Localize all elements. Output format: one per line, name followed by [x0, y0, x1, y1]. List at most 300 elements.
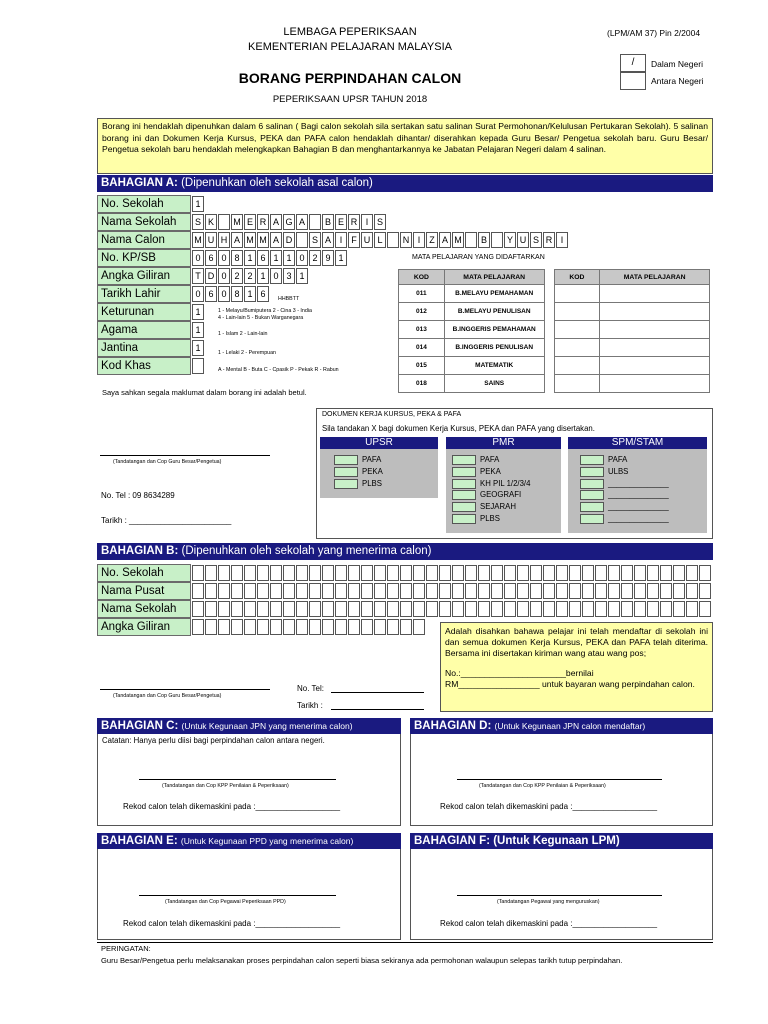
b-no-sekolah-cell[interactable]	[673, 565, 685, 581]
b-angka-giliran-cell[interactable]	[283, 619, 295, 635]
pmr-checkbox[interactable]	[452, 455, 476, 465]
subject-kod-empty[interactable]	[554, 321, 600, 339]
spm-item-label: ______________	[608, 514, 669, 523]
org-name-1: LEMBAGA PEPERIKSAAN	[283, 26, 417, 38]
nama-calon-cell[interactable]	[491, 232, 503, 248]
b-angka-giliran-cell[interactable]	[309, 619, 321, 635]
b-nama-sekolah-cell[interactable]	[517, 601, 529, 617]
pmr-item-label: SEJARAH	[480, 502, 516, 512]
b-no-sekolah-cell[interactable]	[556, 565, 568, 581]
subject-row	[399, 339, 710, 357]
keturunan-cell[interactable]: 1	[192, 304, 204, 320]
section-c-rekod: Rekod calon telah dikemaskini pada :___________________	[123, 802, 341, 811]
b-nama-pusat-cell[interactable]	[504, 583, 516, 599]
b-no-sekolah-cell[interactable]	[478, 565, 490, 581]
b-nama-pusat-cell[interactable]	[348, 583, 360, 599]
b-nama-pusat-cell[interactable]	[569, 583, 581, 599]
b-nama-sekolah-cell[interactable]	[595, 601, 607, 617]
spm-checkbox[interactable]	[580, 479, 604, 489]
angka-giliran-cell[interactable]: D	[205, 268, 217, 284]
b-nama-sekolah-cell[interactable]	[634, 601, 646, 617]
b-nama-sekolah-cell[interactable]	[465, 601, 477, 617]
nama-calon-cell[interactable]: Z	[426, 232, 438, 248]
b-nama-sekolah-cell[interactable]	[257, 601, 269, 617]
b-nama-pusat-cell[interactable]	[543, 583, 555, 599]
b-no-sekolah-cell[interactable]	[530, 565, 542, 581]
b-nama-sekolah-cell[interactable]	[244, 601, 256, 617]
spm-item-label: ______________	[608, 478, 669, 488]
nama-calon-cell[interactable]: S	[530, 232, 542, 248]
subject-name-empty[interactable]	[600, 285, 710, 303]
b-no-sekolah-cell[interactable]	[296, 565, 308, 581]
nama-sekolah-cell[interactable]: S	[374, 214, 386, 230]
form-code: (LPM/AM 37) Pin 2/2004	[607, 28, 701, 38]
b-no-sekolah-cell[interactable]	[374, 565, 386, 581]
b-nama-sekolah-cell[interactable]	[335, 601, 347, 617]
b-nama-sekolah-cell[interactable]	[491, 601, 503, 617]
section-b-tel: No. Tel:	[297, 684, 324, 693]
b-no-sekolah-cell[interactable]	[686, 565, 698, 581]
nama-calon-cell[interactable]: U	[361, 232, 373, 248]
nama-calon-cell[interactable]: R	[543, 232, 555, 248]
b-no-sekolah-cell[interactable]	[400, 565, 412, 581]
b-angka-giliran-cell[interactable]	[270, 619, 282, 635]
b-nama-sekolah-cell[interactable]	[400, 601, 412, 617]
jantina-cell[interactable]: 1	[192, 340, 204, 356]
b-nama-pusat-cell[interactable]	[595, 583, 607, 599]
b-nama-sekolah-cell[interactable]	[413, 601, 425, 617]
b-nama-sekolah-cell[interactable]	[582, 601, 594, 617]
b-nama-pusat-cell[interactable]	[413, 583, 425, 599]
b-no-sekolah-cell[interactable]	[322, 565, 334, 581]
nama-calon-cell[interactable]: I	[335, 232, 347, 248]
b-nama-pusat-cell[interactable]	[426, 583, 438, 599]
dalam-negeri-checkbox[interactable]: /	[620, 54, 646, 72]
b-nama-sekolah-cell[interactable]	[452, 601, 464, 617]
b-nama-pusat-cell[interactable]	[491, 583, 503, 599]
b-no-sekolah-cell[interactable]	[270, 565, 282, 581]
b-no-sekolah-cell[interactable]	[621, 565, 633, 581]
b-nama-sekolah-cell[interactable]	[569, 601, 581, 617]
instructions-text: Borang ini hendaklah dipenuhkan dalam 6 salinan ( Bagi calon sekolah sila sertakan satu salinan Surat Permohonan/Kelulusan Pertukaran Sekolah). 5 salinan borang ini dan Dokumen Kerja Kursus, PEKA dan PAFA calon hendaklah dihantar/ diserahkan kepada Guru Besar/ Pengetua sekolah baru. Guru Besar/ Pengetua sekolah baru hendaklah melengkapkan Bahagian B dan menghantarkannya ke Jabatan Pelajaran Negeri dalam 4 salinan.	[102, 121, 708, 154]
b-angka-giliran-cell[interactable]	[218, 619, 230, 635]
angka-giliran-cell[interactable]: 2	[231, 268, 243, 284]
nama-calon-cell[interactable]: A	[231, 232, 243, 248]
b-nama-sekolah-cell[interactable]	[439, 601, 451, 617]
nama-calon-cell[interactable]: D	[283, 232, 295, 248]
section-b-tarikh: Tarikh :	[297, 701, 323, 710]
subject-name: MATEMATIK	[444, 357, 544, 375]
angka-giliran-cell[interactable]: 3	[283, 268, 295, 284]
kod-khas-hint: A - Mental B - Buta C - Cpasik P - Pekak R - Rabun	[218, 367, 339, 373]
b-no-sekolah-cell[interactable]	[348, 565, 360, 581]
b-nama-pusat-cell[interactable]	[439, 583, 451, 599]
pmr-checkbox[interactable]	[452, 502, 476, 512]
nama-sekolah-cell[interactable]: A	[270, 214, 282, 230]
angka-giliran-cell[interactable]: 2	[244, 268, 256, 284]
subject-name: B.INGGERIS PENULISAN	[444, 339, 544, 357]
no-kp-cell[interactable]: 8	[231, 250, 243, 266]
nama-sekolah-cell[interactable]: M	[231, 214, 243, 230]
spm-checkbox[interactable]	[580, 455, 604, 465]
b-nama-sekolah-cell[interactable]	[543, 601, 555, 617]
label-keturunan: Keturunan	[97, 303, 191, 321]
b-no-sekolah-cell[interactable]	[699, 565, 711, 581]
agama-cell[interactable]: 1	[192, 322, 204, 338]
warning-title: PERINGATAN:	[101, 944, 151, 953]
nama-calon-cell[interactable]: L	[374, 232, 386, 248]
b-nama-pusat-cell[interactable]	[296, 583, 308, 599]
b-nama-pusat-cell[interactable]	[309, 583, 321, 599]
b-nama-pusat-cell[interactable]	[192, 583, 204, 599]
b-angka-giliran-cell[interactable]	[413, 619, 425, 635]
b-nama-pusat-cell[interactable]	[556, 583, 568, 599]
subject-kod: 012	[399, 303, 445, 321]
label-no-sekolah: No. Sekolah	[97, 195, 191, 213]
subject-kod-empty[interactable]	[554, 357, 600, 375]
b-nama-sekolah-cell[interactable]	[647, 601, 659, 617]
nama-sekolah-cell[interactable]: R	[348, 214, 360, 230]
b-angka-giliran-cell[interactable]	[296, 619, 308, 635]
b-no-sekolah-cell[interactable]	[452, 565, 464, 581]
notice-text: Adalah disahkan bahawa pelajar ini telah mendaftar di sekolah ini dan semua dokumen Kerja Kursus, PEKA dan PAFA telah diterima. Bersama ini disertakan kiriman wang atau wang pos;	[445, 626, 708, 658]
nama-calon-cell[interactable]: M	[192, 232, 204, 248]
b-no-sekolah-cell[interactable]	[647, 565, 659, 581]
b-nama-sekolah-cell[interactable]	[322, 601, 334, 617]
pmr-item-label: GEOGRAFI	[480, 490, 522, 500]
subject-name-empty[interactable]	[600, 339, 710, 357]
nama-calon-cell[interactable]	[387, 232, 399, 248]
b-no-sekolah-cell[interactable]	[387, 565, 399, 581]
upsr-checkbox[interactable]	[334, 455, 358, 465]
section-b-subtitle: (Dipenuhkan oleh sekolah yang menerima calon)	[181, 545, 432, 557]
tarikh-lahir-cell[interactable]: 6	[205, 286, 217, 302]
angka-giliran-cell[interactable]: 1	[257, 268, 269, 284]
section-f-rekod: Rekod calon telah dikemaskini pada :___________________	[440, 919, 658, 928]
nama-calon-cell[interactable]: U	[517, 232, 529, 248]
b-angka-giliran-cell[interactable]	[361, 619, 373, 635]
nama-sekolah-cell[interactable]: K	[205, 214, 217, 230]
spm-checkbox[interactable]	[580, 502, 604, 512]
upsr-item-label: PLBS	[362, 478, 382, 488]
col-mata-pelajaran-2: MATA PELAJARAN	[600, 270, 710, 285]
section-a-title: BAHAGIAN A:	[101, 177, 178, 189]
nama-calon-cell[interactable]: A	[439, 232, 451, 248]
b-no-sekolah-cell[interactable]	[504, 565, 516, 581]
pmr-item-label: PEKA	[480, 466, 501, 476]
antara-negeri-checkbox[interactable]	[620, 72, 646, 90]
no-kp-cell[interactable]: 1	[335, 250, 347, 266]
subject-kod-empty[interactable]	[554, 339, 600, 357]
nama-calon-cell[interactable]	[296, 232, 308, 248]
b-nama-sekolah-cell[interactable]	[504, 601, 516, 617]
no-kp-cell[interactable]: 2	[309, 250, 321, 266]
label-kod-khas: Kod Khas	[97, 357, 191, 375]
subject-kod: 018	[399, 375, 445, 393]
nama-calon-cell[interactable]: F	[348, 232, 360, 248]
pmr-checkbox[interactable]	[452, 514, 476, 524]
no-kp-cell[interactable]: 0	[218, 250, 230, 266]
b-nama-pusat-cell[interactable]	[218, 583, 230, 599]
b-angka-giliran-cell[interactable]	[374, 619, 386, 635]
nama-calon-cell[interactable]: M	[257, 232, 269, 248]
b-nama-sekolah-cell[interactable]	[686, 601, 698, 617]
b-nama-sekolah-cell[interactable]	[660, 601, 672, 617]
b-angka-giliran-cell[interactable]	[231, 619, 243, 635]
pmr-checkbox[interactable]	[452, 467, 476, 477]
dalam-negeri-label: Dalam Negeri	[651, 59, 703, 69]
b-nama-sekolah-cell[interactable]	[621, 601, 633, 617]
b-angka-giliran-cell[interactable]	[322, 619, 334, 635]
b-nama-sekolah-cell[interactable]	[231, 601, 243, 617]
b-nama-sekolah-cell[interactable]	[699, 601, 711, 617]
b-nama-sekolah-cell[interactable]	[478, 601, 490, 617]
no-kp-cell[interactable]: 1	[283, 250, 295, 266]
no-kp-cell[interactable]: 1	[270, 250, 282, 266]
nama-calon-cell[interactable]: I	[413, 232, 425, 248]
b-no-sekolah-cell[interactable]	[335, 565, 347, 581]
b-nama-pusat-cell[interactable]	[231, 583, 243, 599]
b-nama-pusat-cell[interactable]	[621, 583, 633, 599]
spm-checkbox[interactable]	[580, 490, 604, 500]
b-nama-pusat-cell[interactable]	[361, 583, 373, 599]
subject-name-empty[interactable]	[600, 357, 710, 375]
b-nama-pusat-cell[interactable]	[283, 583, 295, 599]
nama-calon-cell[interactable]: B	[478, 232, 490, 248]
subject-row	[399, 285, 710, 303]
jantina-hint: 1 - Lelaki 2 - Perempuan	[218, 350, 277, 356]
label-tarikh-lahir: Tarikh Lahir	[97, 285, 191, 303]
upsr-checkbox[interactable]	[334, 479, 358, 489]
tarikh-lahir-hint: HHBBTT	[278, 296, 300, 302]
tarikh-lahir-cell[interactable]: 8	[231, 286, 243, 302]
antara-negeri-label: Antara Negeri	[651, 76, 704, 86]
b-nama-pusat-cell[interactable]	[582, 583, 594, 599]
b-no-sekolah-cell[interactable]	[426, 565, 438, 581]
b-no-sekolah-cell[interactable]	[608, 565, 620, 581]
b-nama-pusat-cell[interactable]	[257, 583, 269, 599]
nama-sekolah-cell[interactable]	[218, 214, 230, 230]
tarikh-lahir-cell[interactable]: 1	[244, 286, 256, 302]
b-nama-sekolah-cell[interactable]	[374, 601, 386, 617]
subject-row	[399, 375, 710, 393]
b-nama-pusat-cell[interactable]	[465, 583, 477, 599]
nama-calon-cell[interactable]: S	[309, 232, 321, 248]
b-nama-pusat-cell[interactable]	[660, 583, 672, 599]
b-nama-pusat-cell[interactable]	[699, 583, 711, 599]
upsr-checkbox[interactable]	[334, 467, 358, 477]
b-nama-pusat-cell[interactable]	[244, 583, 256, 599]
subject-name-empty[interactable]	[600, 321, 710, 339]
b-nama-pusat-cell[interactable]	[270, 583, 282, 599]
b-no-sekolah-cell[interactable]	[218, 565, 230, 581]
angka-giliran-cell[interactable]: T	[192, 268, 204, 284]
b-nama-pusat-cell[interactable]	[517, 583, 529, 599]
b-angka-giliran-cell[interactable]	[257, 619, 269, 635]
b-nama-pusat-cell[interactable]	[335, 583, 347, 599]
b-angka-giliran-cell[interactable]	[192, 619, 204, 635]
b-nama-sekolah-cell[interactable]	[673, 601, 685, 617]
no-kp-cell[interactable]: 6	[205, 250, 217, 266]
spm-checkbox[interactable]	[580, 467, 604, 477]
no-kp-cell[interactable]: 1	[244, 250, 256, 266]
nama-sekolah-cell[interactable]: R	[257, 214, 269, 230]
b-nama-sekolah-cell[interactable]	[387, 601, 399, 617]
kod-khas-cell[interactable]	[192, 358, 204, 374]
b-label-no-sekolah: No. Sekolah	[97, 564, 191, 582]
b-nama-pusat-cell[interactable]	[322, 583, 334, 599]
nama-calon-cell[interactable]: M	[452, 232, 464, 248]
b-no-sekolah-cell[interactable]	[660, 565, 672, 581]
b-no-sekolah-cell[interactable]	[569, 565, 581, 581]
tarikh-lahir-cell[interactable]: 0	[218, 286, 230, 302]
nama-sekolah-cell[interactable]: A	[296, 214, 308, 230]
b-no-sekolah-cell[interactable]	[244, 565, 256, 581]
b-nama-sekolah-cell[interactable]	[530, 601, 542, 617]
angka-giliran-cell[interactable]: 1	[296, 268, 308, 284]
b-nama-pusat-cell[interactable]	[452, 583, 464, 599]
b-nama-pusat-cell[interactable]	[634, 583, 646, 599]
nama-sekolah-cell[interactable]: S	[192, 214, 204, 230]
b-nama-sekolah-cell[interactable]	[296, 601, 308, 617]
nama-calon-cell[interactable]: I	[556, 232, 568, 248]
b-nama-sekolah-cell[interactable]	[283, 601, 295, 617]
subject-kod-empty[interactable]	[554, 285, 600, 303]
b-nama-pusat-cell[interactable]	[530, 583, 542, 599]
b-nama-sekolah-cell[interactable]	[309, 601, 321, 617]
nama-calon-cell[interactable]: U	[205, 232, 217, 248]
b-no-sekolah-cell[interactable]	[582, 565, 594, 581]
subject-row	[399, 321, 710, 339]
b-no-sekolah-cell[interactable]	[517, 565, 529, 581]
tarikh-lahir-cell[interactable]: 6	[257, 286, 269, 302]
b-nama-sekolah-cell[interactable]	[426, 601, 438, 617]
b-angka-giliran-cell[interactable]	[400, 619, 412, 635]
b-no-sekolah-cell[interactable]	[491, 565, 503, 581]
subject-name-empty[interactable]	[600, 375, 710, 393]
angka-giliran-cell[interactable]: 0	[218, 268, 230, 284]
nama-sekolah-cell[interactable]: E	[335, 214, 347, 230]
no-kp-cell[interactable]: 0	[192, 250, 204, 266]
nama-sekolah-cell[interactable]: E	[244, 214, 256, 230]
b-no-sekolah-cell[interactable]	[543, 565, 555, 581]
b-no-sekolah-cell[interactable]	[413, 565, 425, 581]
b-label-angka-giliran: Angka Giliran	[97, 618, 191, 636]
nama-sekolah-cell[interactable]	[309, 214, 321, 230]
b-no-sekolah-cell[interactable]	[634, 565, 646, 581]
b-angka-giliran-cell[interactable]	[348, 619, 360, 635]
nama-sekolah-cell[interactable]: B	[322, 214, 334, 230]
b-no-sekolah-cell[interactable]	[192, 565, 204, 581]
subject-kod-empty[interactable]	[554, 303, 600, 321]
b-no-sekolah-cell[interactable]	[465, 565, 477, 581]
nama-calon-cell[interactable]: A	[322, 232, 334, 248]
section-c-title: BAHAGIAN C:	[101, 720, 179, 732]
section-d-sign: (Tandatangan dan Cop KPP Penilaian & Peperiksaan)	[479, 783, 606, 789]
b-no-sekolah-cell[interactable]	[361, 565, 373, 581]
b-nama-pusat-cell[interactable]	[647, 583, 659, 599]
b-nama-pusat-cell[interactable]	[686, 583, 698, 599]
b-no-sekolah-cell[interactable]	[205, 565, 217, 581]
pmr-checkbox[interactable]	[452, 479, 476, 489]
b-nama-pusat-cell[interactable]	[400, 583, 412, 599]
section-e-rekod: Rekod calon telah dikemaskini pada :___________________	[123, 919, 341, 928]
b-nama-pusat-cell[interactable]	[387, 583, 399, 599]
instructions-box	[97, 118, 713, 174]
no-kp-cell[interactable]: 6	[257, 250, 269, 266]
b-nama-sekolah-cell[interactable]	[270, 601, 282, 617]
section-e-sign: (Tandatangan dan Cop Pegawai Peperiksaan PPD)	[165, 899, 286, 905]
b-nama-sekolah-cell[interactable]	[218, 601, 230, 617]
b-nama-pusat-cell[interactable]	[205, 583, 217, 599]
spm-checkbox[interactable]	[580, 514, 604, 524]
b-no-sekolah-cell[interactable]	[257, 565, 269, 581]
pmr-item-label: KH PIL 1/2/3/4	[480, 478, 531, 488]
b-angka-giliran-cell[interactable]	[387, 619, 399, 635]
nama-calon-cell[interactable]: M	[244, 232, 256, 248]
subject-kod: 011	[399, 285, 445, 303]
angka-giliran-cell[interactable]: 0	[270, 268, 282, 284]
b-no-sekolah-cell[interactable]	[439, 565, 451, 581]
nama-calon-cell[interactable]: H	[218, 232, 230, 248]
col-kod-2: KOD	[554, 270, 600, 285]
nama-calon-cell[interactable]: N	[400, 232, 412, 248]
b-no-sekolah-cell[interactable]	[283, 565, 295, 581]
nama-sekolah-cell[interactable]: G	[283, 214, 295, 230]
nama-sekolah-cell[interactable]: I	[361, 214, 373, 230]
b-angka-giliran-cell[interactable]	[244, 619, 256, 635]
section-b-header	[97, 543, 713, 560]
b-nama-sekolah-cell[interactable]	[608, 601, 620, 617]
b-no-sekolah-cell[interactable]	[231, 565, 243, 581]
section-d-header	[410, 718, 713, 734]
pmr-checkbox[interactable]	[452, 490, 476, 500]
b-nama-sekolah-cell[interactable]	[361, 601, 373, 617]
b-nama-pusat-cell[interactable]	[374, 583, 386, 599]
b-no-sekolah-cell[interactable]	[309, 565, 321, 581]
no-kp-cell[interactable]: 0	[296, 250, 308, 266]
b-angka-giliran-cell[interactable]	[335, 619, 347, 635]
label-angka-giliran: Angka Giliran	[97, 267, 191, 285]
no-sekolah-cell[interactable]: 1	[192, 196, 204, 212]
section-a-tel: No. Tel : 09 8634289	[101, 491, 175, 500]
label-no-kp: No. KP/SB	[97, 249, 191, 267]
section-e-header	[97, 833, 401, 849]
b-no-sekolah-cell[interactable]	[595, 565, 607, 581]
tarikh-lahir-cell[interactable]: 0	[192, 286, 204, 302]
section-d-rekod: Rekod calon telah dikemaskini pada :___________________	[440, 802, 658, 811]
section-d-title: BAHAGIAN D:	[414, 720, 492, 732]
nama-calon-cell[interactable]	[465, 232, 477, 248]
b-nama-sekolah-cell[interactable]	[192, 601, 204, 617]
subject-kod-empty[interactable]	[554, 375, 600, 393]
b-nama-pusat-cell[interactable]	[673, 583, 685, 599]
b-nama-sekolah-cell[interactable]	[205, 601, 217, 617]
b-nama-sekolah-cell[interactable]	[348, 601, 360, 617]
nama-calon-cell[interactable]: A	[270, 232, 282, 248]
col-mata-pelajaran: MATA PELAJARAN	[444, 270, 544, 285]
b-nama-pusat-cell[interactable]	[608, 583, 620, 599]
b-nama-pusat-cell[interactable]	[478, 583, 490, 599]
b-nama-sekolah-cell[interactable]	[556, 601, 568, 617]
section-a-sign-caption: (Tandatangan dan Cop Guru Besar/Pengetua)	[113, 459, 222, 465]
b-angka-giliran-cell[interactable]	[205, 619, 217, 635]
section-b-sign-caption: (Tandatangan dan Cop Guru Besar/Pengetua)	[113, 693, 222, 699]
nama-calon-cell[interactable]: Y	[504, 232, 516, 248]
subject-name-empty[interactable]	[600, 303, 710, 321]
no-kp-cell[interactable]: 9	[322, 250, 334, 266]
section-f-sign: (Tandatangan Pegawai yang menguruskan)	[497, 899, 600, 905]
